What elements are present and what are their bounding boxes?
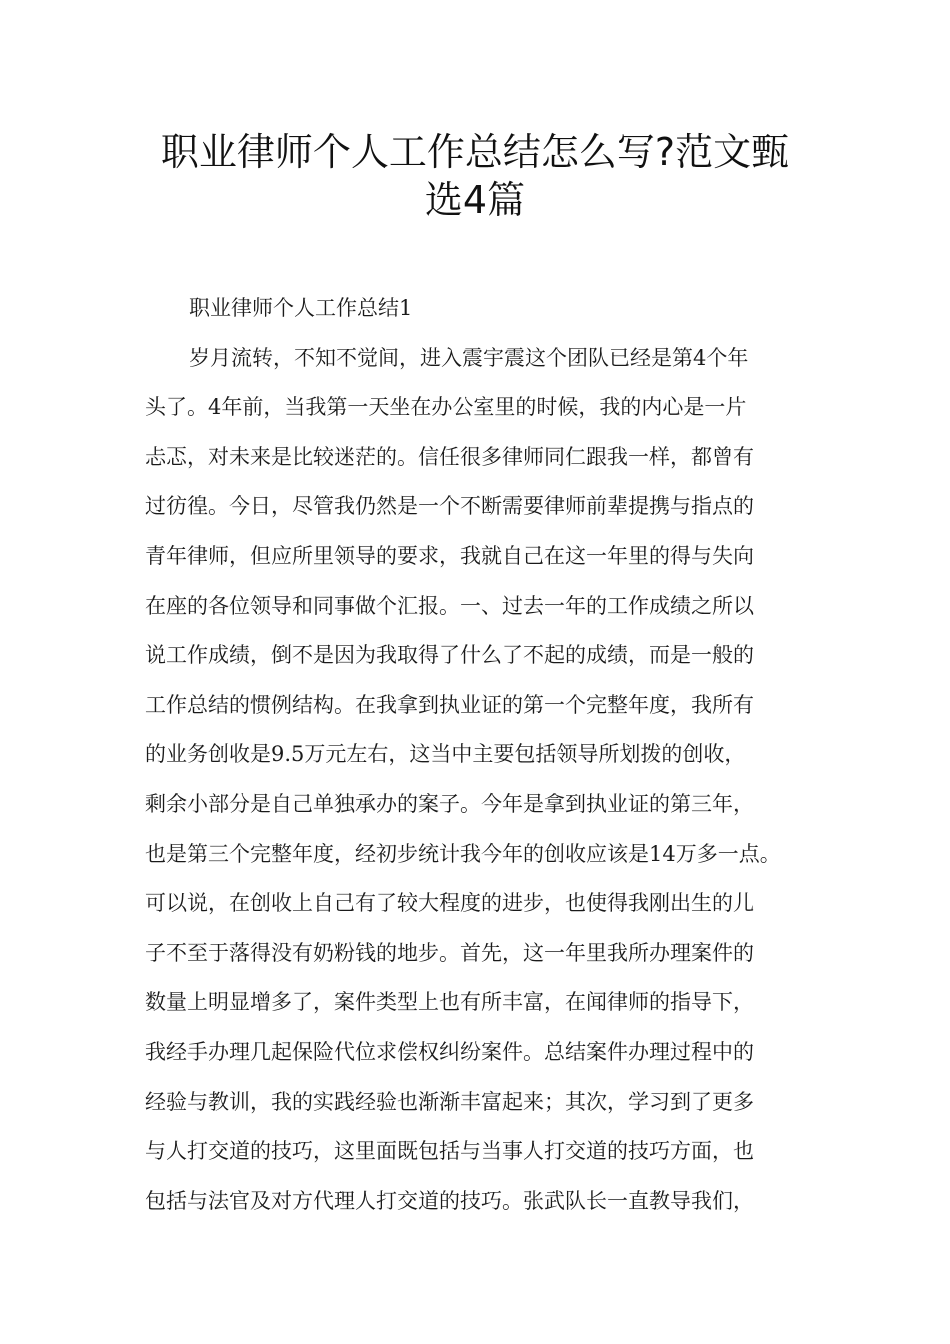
paragraph-line: 忐忑，对未来是比较迷茫的。信任很多律师同仁跟我一样，都曾有 [145,444,754,469]
paragraph-line: 的业务创收是9.5万元左右，这当中主要包括领导所划拨的创收， [145,742,746,767]
paragraph-line: 数量上明显增多了，案件类型上也有所丰富，在闻律师的指导下， [145,990,754,1015]
paragraph-line: 岁月流转，不知不觉间，进入震宇震这个团队已经是第4个年 [189,345,749,370]
document-body [145,284,817,1226]
title-line-2: 选4篇 [424,178,526,222]
paragraph-line: 工作总结的惯例结构。在我拿到执业证的第一个完整年度，我所有 [145,692,754,717]
title-line-1: 职业律师个人工作总结怎么写?范文甄 [160,130,790,174]
paragraph-line: 可以说，在创收上自己有了较大程度的进步，也使得我刚出生的儿 [145,891,754,916]
paragraph-line: 过彷徨。今日，尽管我仍然是一个不断需要律师前辈提携与指点的 [145,494,754,519]
paragraph-line: 包括与法官及对方代理人打交道的技巧。张武队长一直教导我们， [145,1188,754,1213]
paragraph-line: 子不至于落得没有奶粉钱的地步。首先，这一年里我所办理案件的 [145,940,754,965]
paragraph-line: 在座的各位领导和同事做个汇报。一、过去一年的工作成绩之所以 [145,593,754,618]
section-heading: 职业律师个人工作总结1 [189,296,413,320]
document-title [145,128,805,224]
paragraph-line: 青年律师，但应所里领导的要求，我就自己在这一年里的得与失向 [145,543,754,568]
paragraph-line: 我经手办理几起保险代位求偿权纠纷案件。总结案件办理过程中的 [145,1039,754,1064]
paragraph-line: 也是第三个完整年度，经初步统计我今年的创收应该是14万多一点。 [145,841,781,866]
paragraph-line: 头了。4年前，当我第一天坐在办公室里的时候，我的内心是一片 [145,395,747,420]
paragraph-line: 说工作成绩，倒不是因为我取得了什么了不起的成绩，而是一般的 [145,643,754,668]
paragraph-line: 经验与教训，我的实践经验也渐渐丰富起来；其次，学习到了更多 [145,1089,754,1114]
paragraph-line: 与人打交道的技巧，这里面既包括与当事人打交道的技巧方面，也 [145,1139,754,1164]
paragraph-line: 剩余小部分是自己单独承办的案子。今年是拿到执业证的第三年， [145,791,754,816]
